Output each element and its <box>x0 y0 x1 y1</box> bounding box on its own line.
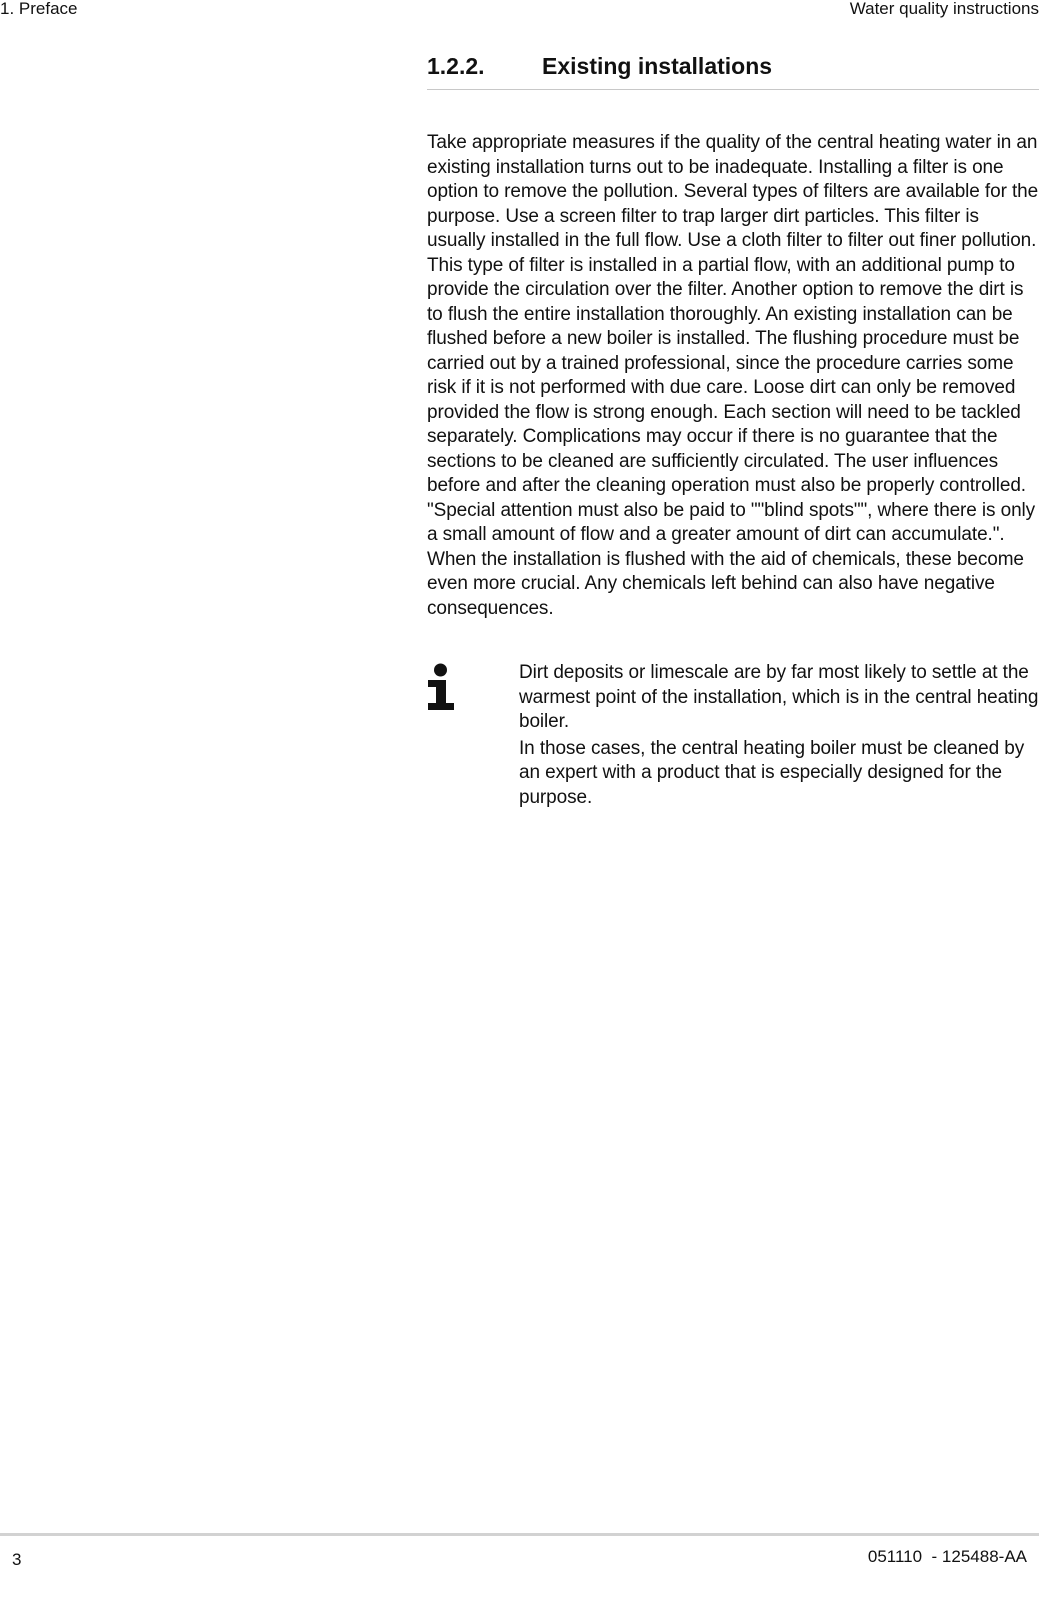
document-code: 051110 - 125488-AA <box>867 1547 1027 1566</box>
section-title: Existing installations <box>542 53 773 79</box>
header-chapter: 1. Preface <box>0 0 78 18</box>
page-number: 3 <box>12 1550 22 1569</box>
heading-divider <box>427 89 1039 90</box>
section-heading <box>427 50 1039 82</box>
note-paragraph: Dirt deposits or limescale are by far most likely to settle at the warmest point of the installation, which is in the central heating boiler. <box>519 662 1039 732</box>
info-icon <box>427 663 455 711</box>
header-title: Water quality instructions <box>849 0 1039 18</box>
section-body: Take appropriate measures if the quality of the central heating water in an existing installation turns out to be inadequate. Installing a filter is one option to remove the pollution. Several types of filters are available for the purpose. Use a screen filter to trap larger dirt particles. This filter is usually installed in the full flow. Use a cloth filter to filter out finer pollution. This type of filter is installed in a partial flow, with an additional pump to provide the circulation over the filter. Another option to remove the dirt is to flush the entire installation thoroughly. An existing installation can be flushed before a new boiler is installed. The flushing procedure must be carried out by a trained professional, since the procedure carries some risk if it is not performed with due care. Loose dirt can only be removed provided the flow is strong enough. Each section will need to be tackled separately. Complications may occur if there is no guarantee that the sections to be cleaned are sufficiently circulated. The user influences before and after the cleaning operation must also be properly controlled. "Special attention must also be paid to ""blind spots"", where there is only a small amount of flow and a greater amount of dirt can accumulate.". When the installation is flushed with the aid of chemicals, these become even more crucial. Any chemicals left behind can also have negative consequences. <box>427 132 1039 619</box>
info-note <box>519 661 1039 812</box>
note-paragraph: In those cases, the central heating boiler must be cleaned by an expert with a product that is especially designed for the purpose. <box>519 737 1025 808</box>
footer-divider <box>0 1533 1039 1536</box>
section-number: 1.2.2. <box>427 53 485 79</box>
